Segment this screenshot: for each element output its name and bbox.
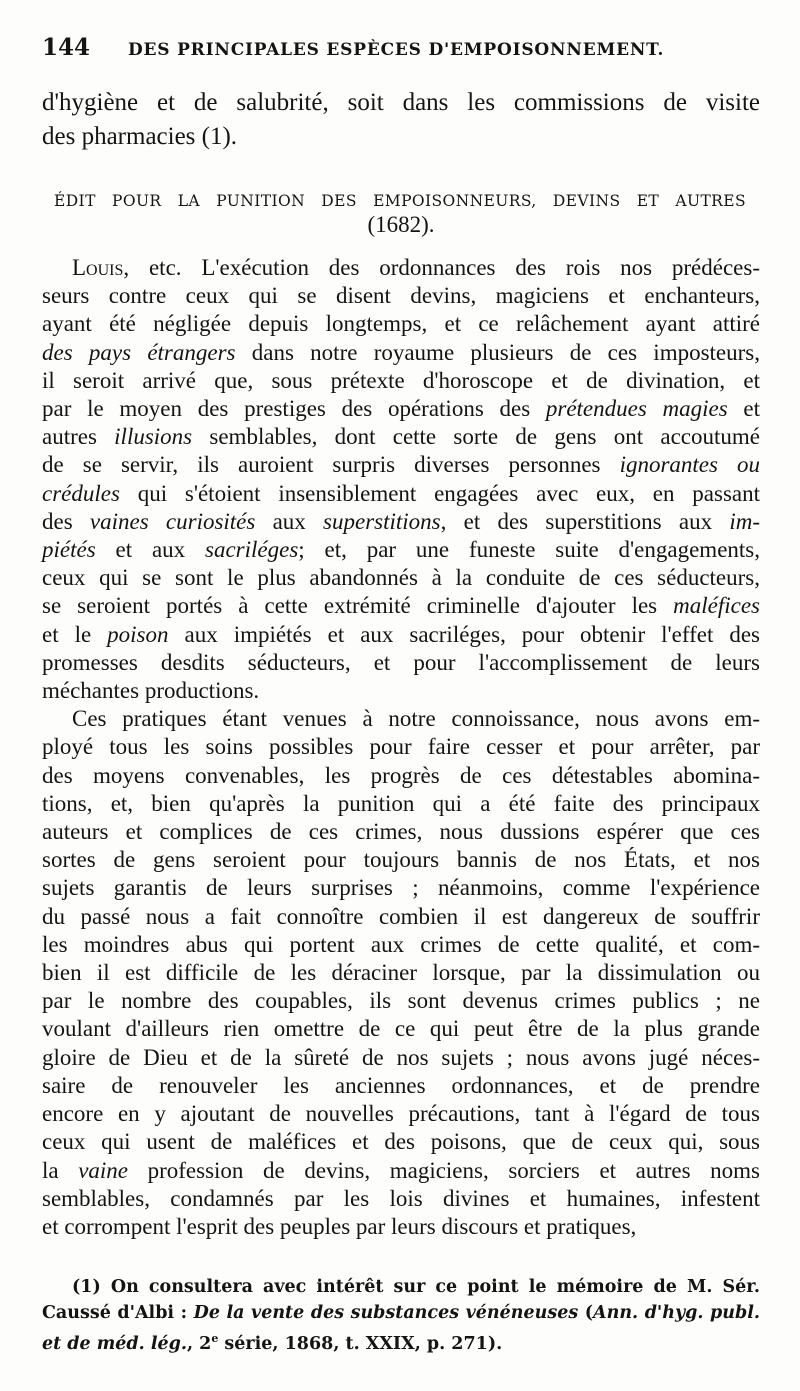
text-line: [42, 395, 760, 423]
text-line: et corrompent l'esprit des peuples par leurs discours et pratiques,: [42, 1213, 637, 1239]
text-line: d'hygiène et de salubrité, soit dans les commissions de visite: [42, 89, 760, 116]
text-segment: autres: [42, 424, 115, 450]
text-segment: , et des superstitions aux: [440, 508, 730, 534]
text-segment: dans notre royaume plusieurs de ces imposteurs,: [235, 339, 760, 365]
italic-text: illusions: [114, 424, 193, 450]
paragraph-2: [42, 705, 760, 1241]
text-line: par le nombre des coupables, ils sont devenus crimes publics ; ne: [42, 988, 760, 1014]
body-text: [42, 254, 760, 1241]
italic-text: des pays étrangers: [42, 339, 236, 365]
italic-text: sacriléges: [205, 537, 299, 563]
text-line: [42, 1300, 760, 1326]
text-line: Ces pratiques étant venues à notre connoissance, nous avons em-: [72, 706, 760, 732]
text-line: [42, 621, 760, 649]
text-segment: se seroient portés à cette extrémité criminelle d'ajouter les: [42, 593, 674, 619]
paragraph-1: [42, 254, 760, 705]
italic-text: vaines curiosités: [89, 508, 256, 534]
intro-text: [42, 86, 760, 154]
text-segment: Caussé d'Albi :: [42, 1303, 194, 1323]
text-segment: série, 1868, t. XXIX, p. 271).: [218, 1333, 503, 1354]
text-line: [42, 592, 760, 620]
italic-text: et de méd. lég.: [42, 1333, 187, 1354]
text-line: sujets garantis de leurs surprises ; néanmoins, comme l'expérience: [42, 875, 760, 901]
text-line: gloire de Dieu et de la sûreté de nos sujets ; nous avons jugé néces-: [42, 1044, 760, 1070]
text-line: semblables, condamnés par les lois divines et humaines, infestent: [42, 1185, 760, 1211]
text-line: promesses desdits séducteurs, et pour l'accomplissement de leurs: [42, 649, 760, 675]
italic-text: maléfices: [673, 593, 760, 619]
text-line: des pharmacies (1).: [42, 123, 238, 150]
text-line: sortes de gens seroient pour toujours bannis de nos États, et nos: [42, 847, 760, 873]
text-line: du passé nous a fait connoître combien il est dangereux de souffrir: [42, 903, 760, 929]
italic-text: im-: [729, 508, 760, 534]
text-segment: aux: [255, 508, 324, 534]
text-line: [42, 451, 760, 479]
section-date: (1682).: [367, 212, 435, 237]
text-line: [42, 480, 760, 508]
text-line: saire de renouveler les anciennes ordonnances, et de prendre: [42, 1072, 760, 1098]
text-line: voulant d'ailleurs rien omettre de ce qui peut être de la plus grande: [42, 1016, 760, 1042]
opening-word: Louis: [72, 255, 124, 280]
text-line: des moyens convenables, les progrès de ces détestables abomina-: [42, 762, 760, 788]
text-line: [42, 1326, 760, 1357]
text-segment: la: [42, 1157, 79, 1183]
text-segment: (: [578, 1303, 594, 1323]
italic-text: Ann. d'hyg. publ.: [593, 1303, 760, 1323]
text-segment: , 2: [186, 1333, 212, 1354]
text-segment: semblables, dont cette sorte de gens ont accoutumé: [192, 424, 760, 450]
superscript: e: [211, 1332, 219, 1345]
text-segment: de se servir, ils auroient surpris diverses personnes: [42, 452, 620, 478]
running-title: DES PRINCIPALES ESPÈCES D'EMPOISONNEMENT.: [128, 40, 665, 60]
footnote: [42, 1274, 760, 1357]
italic-text: superstitions: [323, 508, 441, 534]
text-line: [42, 536, 760, 564]
text-segment: et aux: [95, 537, 206, 563]
text-line: bien il est difficile de les déraciner lorsque, par la dissimulation ou: [42, 960, 760, 986]
text-line: [42, 1157, 760, 1185]
italic-text: prétendues magies: [545, 396, 728, 422]
text-line: [42, 423, 760, 451]
text-segment: et: [727, 396, 760, 422]
text-line: ployé tous les soins possibles pour faire cesser et pour arrêter, par: [42, 734, 760, 760]
italic-text: piétés: [42, 537, 96, 563]
text-segment: profession de devins, magiciens, sorciers et autres noms: [128, 1157, 760, 1183]
text-line: [42, 508, 760, 536]
italic-text: crédules: [42, 480, 120, 506]
text-line: (1) On consultera avec intérêt sur ce point le mémoire de M. Sér.: [72, 1277, 760, 1297]
italic-text: De la vente des substances vénéneuses: [193, 1303, 579, 1323]
text-segment: des: [42, 508, 90, 534]
text-segment: par le moyen des prestiges des opérations des: [42, 396, 546, 422]
text-line: ayant été négligée depuis longtemps, et ce relâchement ayant attiré: [42, 311, 760, 337]
text-segment: et le: [42, 621, 108, 647]
italic-text: vaine: [78, 1157, 129, 1183]
text-line: seurs contre ceux qui se disent devins, magiciens et enchanteurs,: [42, 283, 760, 309]
text-line: tions, et, bien qu'après la punition qui a été faite des principaux: [42, 790, 760, 816]
text-segment: ; et, par une funeste suite d'engagements,: [298, 537, 760, 563]
page-number: 144: [42, 34, 91, 61]
text-line: il seroit arrivé que, sous prétexte d'horoscope et de divination, et: [42, 367, 760, 393]
text-segment: qui s'étoient insensiblement engagées avec eux, en passant: [119, 480, 760, 506]
text-line: méchantes productions.: [42, 678, 260, 704]
text-line: encore en y ajoutant de nouvelles précautions, tant à l'égard de tous: [42, 1101, 760, 1127]
text-line: ceux qui usent de maléfices et des poisons, que de ceux qui, sous: [42, 1129, 760, 1155]
text-line: ceux qui se sont le plus abandonnés à la conduite de ces séducteurs,: [42, 565, 760, 591]
text-segment: aux impiétés et aux sacriléges, pour obtenir l'effet des: [168, 621, 760, 647]
text-line: [42, 339, 760, 367]
italic-text: poison: [107, 621, 169, 647]
text-line: Louis, etc. L'exécution des ordonnances des rois nos prédéces-: [72, 255, 760, 280]
text-line: les moindres abus qui portent aux crimes de cette qualité, et com-: [42, 931, 760, 957]
running-head: [42, 34, 760, 86]
italic-text: ignorantes ou: [619, 452, 761, 478]
section-heading: ÉDIT POUR LA PUNITION DES EMPOISONNEURS, DEVINS ET AUTRES: [54, 192, 746, 210]
text-line: auteurs et complices de ces crimes, nous dussions espérer que ces: [42, 819, 760, 845]
